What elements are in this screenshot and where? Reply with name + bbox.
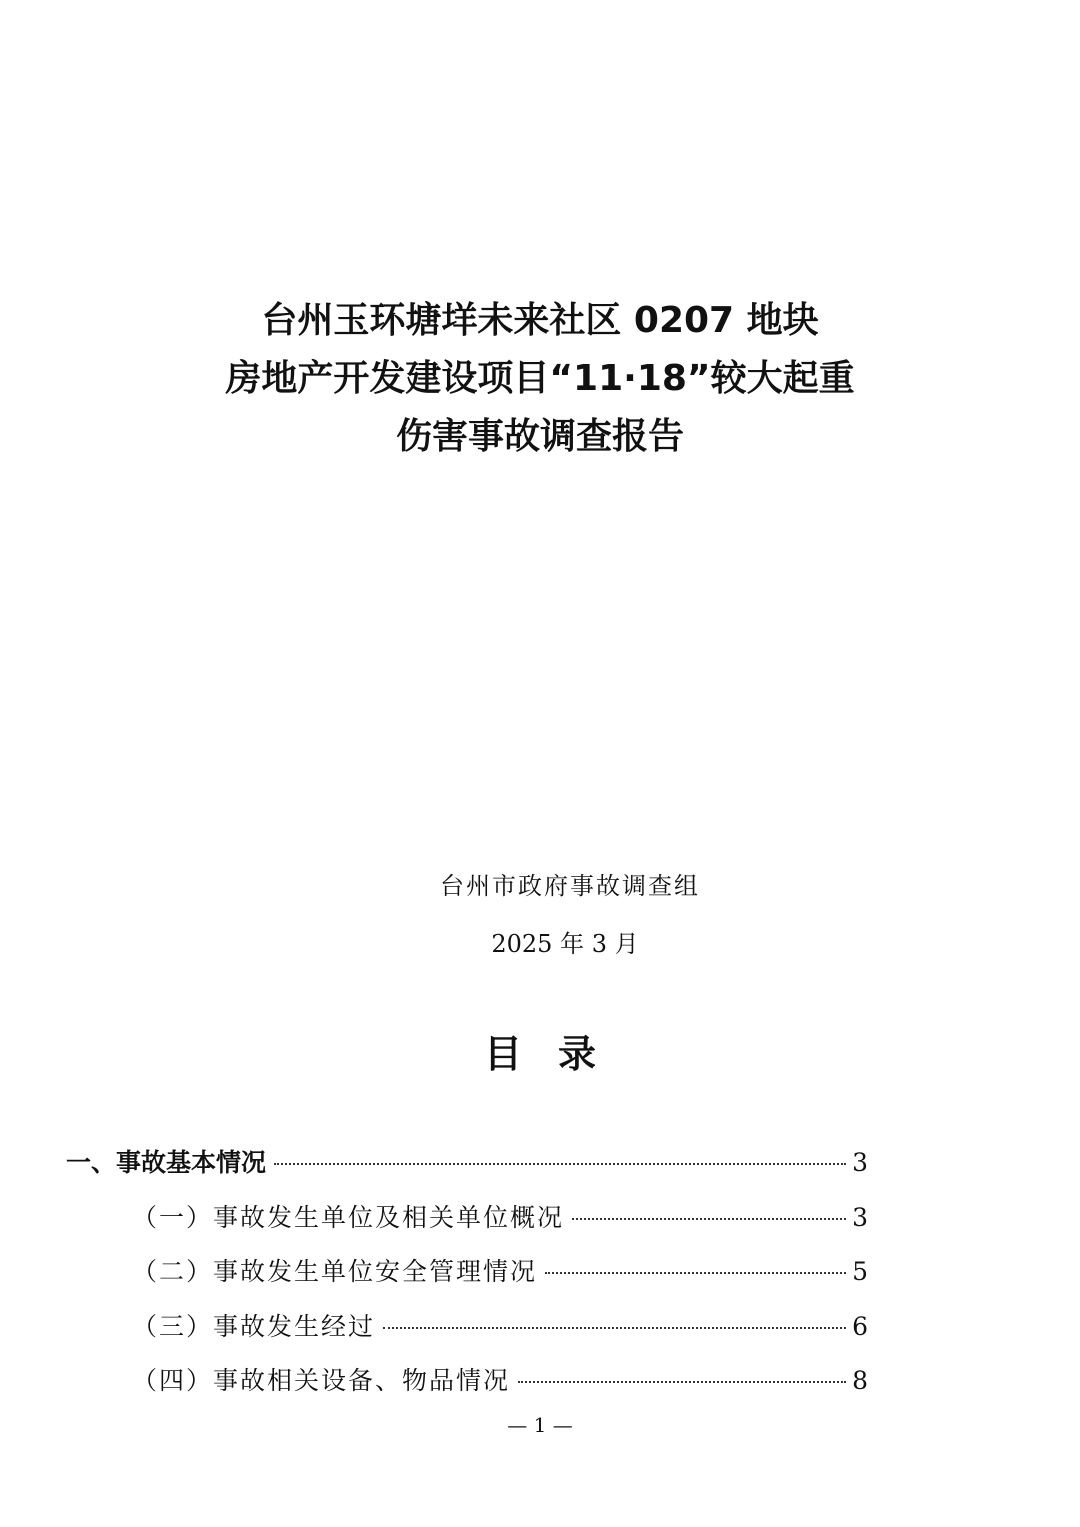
report-date: 2025 年 3 月 [491, 930, 639, 958]
toc-entry-title: 一、事故基本情况 [66, 1148, 267, 1177]
toc-entry[interactable] [66, 1198, 868, 1253]
toc-entry-page: 5 [852, 1257, 868, 1286]
table-of-contents [66, 1143, 868, 1416]
report-title [0, 292, 1080, 466]
toc-entry[interactable] [66, 1143, 868, 1198]
toc-entry-page: 8 [852, 1366, 868, 1395]
report-title-line-1: 台州玉环塘垟未来社区 0207 地块 [261, 300, 819, 341]
toc-entry-title: （二）事故发生单位安全管理情况 [132, 1257, 538, 1286]
toc-entry-title: （一）事故发生单位及相关单位概况 [132, 1202, 565, 1232]
toc-entry-title: （三）事故发生经过 [132, 1311, 376, 1341]
toc-entry[interactable] [66, 1252, 868, 1307]
toc-entry-page: 6 [852, 1311, 868, 1341]
toc-heading: 目录 [483, 1032, 632, 1076]
toc-entry-title: （四）事故相关设备、物品情况 [132, 1366, 511, 1395]
toc-entry[interactable] [66, 1307, 868, 1362]
toc-entry-page: 3 [852, 1202, 868, 1232]
page-number: — 1 — [507, 1413, 573, 1437]
toc-leader-dots [572, 1218, 846, 1220]
toc-leader-dots [545, 1272, 846, 1274]
report-title-line-2: 房地产开发建设项目“11·18”较大起重 [225, 358, 855, 399]
report-title-line-3: 伤害事故调查报告 [395, 416, 684, 457]
toc-entry[interactable] [66, 1361, 868, 1416]
issuing-authority: 台州市政府事故调查组 [440, 872, 700, 900]
toc-leader-dots [383, 1327, 846, 1329]
toc-entry-page: 3 [852, 1148, 868, 1177]
toc-leader-dots [274, 1163, 846, 1165]
toc-leader-dots [518, 1381, 846, 1383]
